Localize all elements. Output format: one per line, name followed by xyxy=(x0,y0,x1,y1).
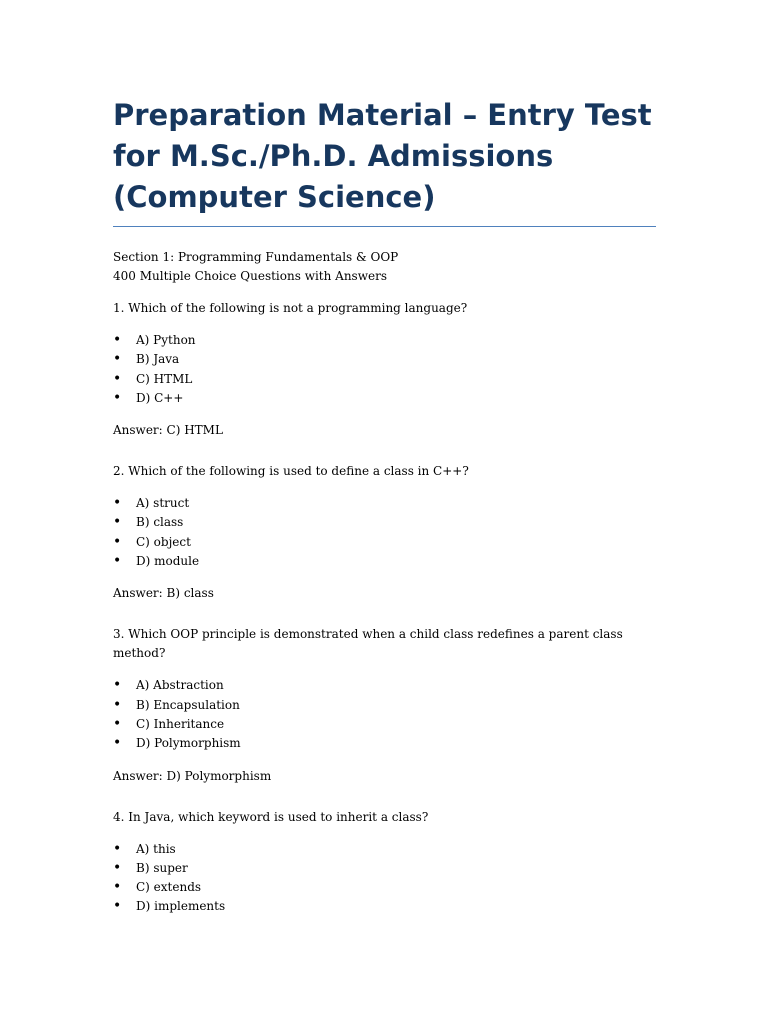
bullet-icon: • xyxy=(113,514,122,531)
option-item xyxy=(113,897,656,916)
option-text: C) object xyxy=(136,534,191,549)
bullet-icon: • xyxy=(113,332,122,348)
option-list xyxy=(113,676,656,753)
option-item xyxy=(113,513,656,532)
question-text: 4. In Java, which keyword is used to inherit a class? xyxy=(113,809,429,824)
question-block xyxy=(113,462,656,603)
bullet-icon: • xyxy=(113,389,122,406)
bullet-icon: • xyxy=(113,840,122,857)
option-text: A) Python xyxy=(136,333,196,347)
question-text: 2. Which of the following is used to define a class in C++? xyxy=(113,464,469,479)
bullet-icon: • xyxy=(113,495,122,512)
option-list xyxy=(113,331,656,408)
option-text: D) implements xyxy=(136,899,226,914)
option-item xyxy=(113,552,656,571)
section-heading: Section 1: Programming Fundamentals & OOP xyxy=(113,250,399,264)
option-item xyxy=(113,715,656,734)
bullet-icon: • xyxy=(113,879,122,896)
option-item xyxy=(113,676,656,695)
option-text: A) Abstraction xyxy=(136,678,224,693)
option-item xyxy=(113,331,656,350)
option-item xyxy=(113,696,656,715)
option-item xyxy=(113,533,656,552)
option-item xyxy=(113,859,656,878)
option-text: A) this xyxy=(136,841,176,856)
bullet-icon: • xyxy=(113,898,122,915)
option-item xyxy=(113,370,656,389)
option-item xyxy=(113,878,656,897)
question-block xyxy=(113,299,656,440)
document-page xyxy=(113,95,656,939)
option-text: D) C++ xyxy=(136,390,184,405)
bullet-icon: • xyxy=(113,859,122,876)
option-item xyxy=(113,350,656,369)
option-text: C) Inheritance xyxy=(136,716,225,731)
question-block xyxy=(113,625,656,785)
option-item xyxy=(113,734,656,753)
option-text: D) Polymorphism xyxy=(136,736,241,751)
option-text: A) struct xyxy=(136,496,190,511)
question-text: 3. Which OOP principle is demonstrated when a child class redefines a parent class method? xyxy=(113,627,623,661)
option-text: C) HTML xyxy=(136,371,193,386)
bullet-icon: • xyxy=(113,677,122,694)
bullet-icon: • xyxy=(113,533,122,550)
option-item xyxy=(113,389,656,408)
option-list xyxy=(113,494,656,571)
bullet-icon: • xyxy=(113,351,122,368)
question-block xyxy=(113,808,656,917)
bullet-icon: • xyxy=(113,715,122,732)
question-text: 1. Which of the following is not a programming language? xyxy=(113,301,468,315)
option-text: B) Java xyxy=(136,352,180,367)
answer-text: Answer: B) class xyxy=(113,586,214,601)
bullet-icon: • xyxy=(113,370,122,387)
option-item xyxy=(113,840,656,859)
bullet-icon: • xyxy=(113,735,122,752)
document-title: Preparation Material – Entry Test for M.Sc./Ph.D. Admissions (Computer Science) xyxy=(113,95,656,227)
section-subtitle: 400 Multiple Choice Questions with Answers xyxy=(113,269,387,283)
option-text: B) super xyxy=(136,860,188,875)
answer-text: Answer: C) HTML xyxy=(113,423,223,438)
option-list xyxy=(113,840,656,917)
option-text: B) Encapsulation xyxy=(136,697,240,712)
option-text: B) class xyxy=(136,515,184,530)
option-item xyxy=(113,494,656,513)
bullet-icon: • xyxy=(113,553,122,570)
question-list xyxy=(113,299,656,917)
option-text: C) extends xyxy=(136,880,202,895)
bullet-icon: • xyxy=(113,696,122,713)
option-text: D) module xyxy=(136,554,200,569)
answer-text: Answer: D) Polymorphism xyxy=(113,768,272,783)
document-intro xyxy=(113,248,656,286)
